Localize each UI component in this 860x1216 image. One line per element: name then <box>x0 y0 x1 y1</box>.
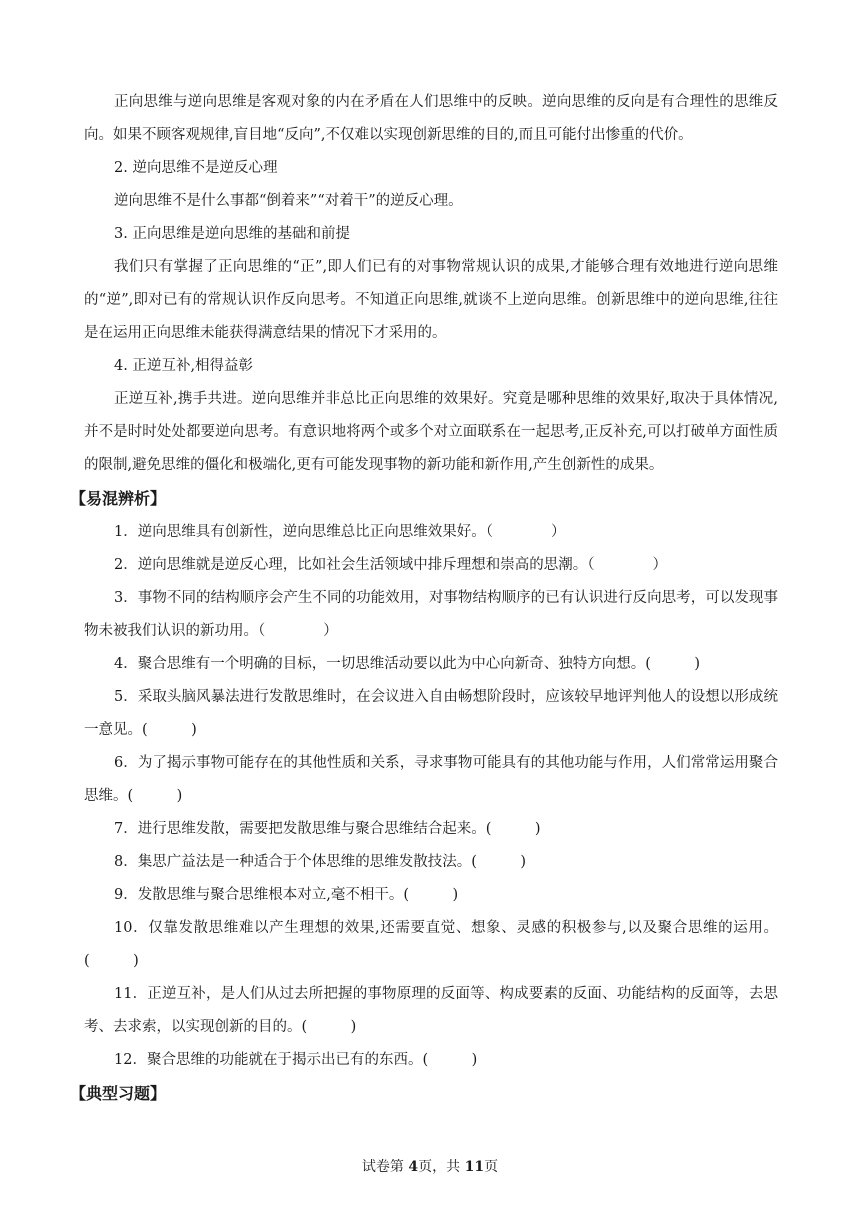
question-item: 7．进行思维发散，需要把发散思维与聚合思维结合起来。( ) <box>114 821 541 837</box>
section-title-confusion-analysis: 【易混辨析】 <box>70 489 167 508</box>
question-item: 8．集思广益法是一种适合于个体思维的思维发散技法。( ) <box>114 854 527 870</box>
question-item: 2．逆向思维就是逆反心理，比如社会生活领域中排斥理想和崇高的思潮。（ ） <box>114 557 667 573</box>
footer-page-number: 4 <box>408 1159 419 1175</box>
question-item: 4．聚合思维有一个明确的目标，一切思维活动要以此为中心向新奇、独特方向想。( ) <box>114 656 701 672</box>
paragraph: 正向思维与逆向思维是客观对象的内在矛盾在人们思维中的反映。逆向思维的反向是有合理性的思维反向。如果不顾客观规律,盲目地“反向”,不仅难以实现创新思维的目的,而且可能付出惨重的代价。 <box>84 94 778 143</box>
footer-total-pages: 11 <box>464 1159 485 1175</box>
subheading: 2. 逆向思维不是逆反心理 <box>114 160 278 176</box>
question-item: 5．采取头脑风暴法进行发散思维时，在会议进入自由畅想阶段时，应该较早地评判他人的设想以形成统一意见。( ) <box>84 689 778 738</box>
question-item: 12．聚合思维的功能就在于揭示出已有的东西。( ) <box>114 1052 478 1068</box>
footer-middle: 页，共 <box>418 1159 465 1175</box>
question-item: 11．正逆互补，是人们从过去所把握的事物原理的反面等、构成要素的反面、功能结构的反面等，去思考、去求索，以实现创新的目的。( ) <box>84 986 778 1035</box>
paragraph: 正逆互补,携手共进。逆向思维并非总比正向思维的效果好。究竟是哪种思维的效果好,取决于具体情况,并不是时时处处都要逆向思考。有意识地将两个或多个对立面联系在一起思考,正反补充,可以打破单方面性质的限制,避免思维的僵化和极端化,更有可能发现事物的新功能和新作用,产生创新性的成果。 <box>84 391 778 473</box>
subheading: 4. 正逆互补,相得益彰 <box>114 358 254 374</box>
question-item: 10．仅靠发散思维难以产生理想的效果,还需要直觉、想象、灵感的积极参与,以及聚合思维的运用。( ) <box>84 920 778 969</box>
section-title-typical-exercises: 【典型习题】 <box>70 1084 167 1103</box>
question-item: 3．事物不同的结构顺序会产生不同的功能效用，对事物结构顺序的已有认识进行反向思考，可以发现事物未被我们认识的新功用。（ ） <box>84 590 778 639</box>
paragraph: 我们只有掌握了正向思维的“正”,即人们已有的对事物常规认识的成果,才能够合理有效地进行逆向思维的“逆”,即对已有的常规认识作反向思考。不知道正向思维,就谈不上逆向思维。创新思维中的逆向思维,往往是在运用正向思维未能获得满意结果的情况下才采用的。 <box>84 259 778 341</box>
document-body <box>70 86 778 1111</box>
footer-prefix: 试卷第 <box>361 1159 409 1175</box>
page-footer <box>0 1156 860 1176</box>
subheading: 3. 正向思维是逆向思维的基础和前提 <box>114 226 350 242</box>
paragraph: 逆向思维不是什么事都“倒着来”“对着干”的逆反心理。 <box>114 193 463 209</box>
footer-suffix: 页 <box>484 1159 499 1175</box>
question-item: 1．逆向思维具有创新性，逆向思维总比正向思维效果好。（ ） <box>114 524 566 540</box>
question-item: 9．发散思维与聚合思维根本对立,毫不相干。( ) <box>114 887 459 903</box>
question-item: 6．为了揭示事物可能存在的其他性质和关系，寻求事物可能具有的其他功能与作用，人们常常运用聚合思维。( ) <box>84 755 778 804</box>
